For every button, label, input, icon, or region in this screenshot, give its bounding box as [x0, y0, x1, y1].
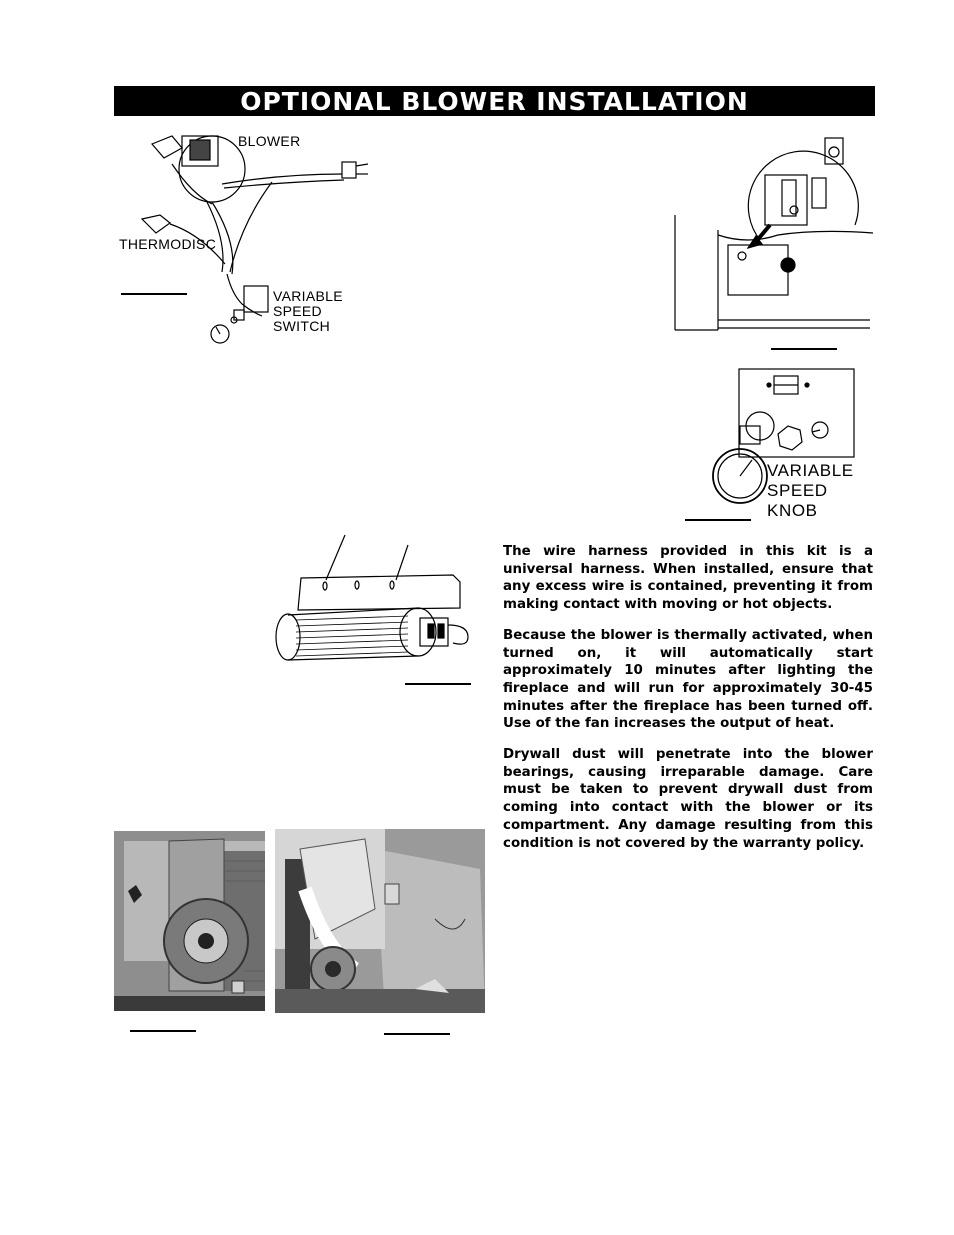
- blower-mount-photo-side: [275, 829, 485, 1013]
- paragraph-wire-harness: The wire harness provided in this kit is a universal harness. When installed, ensure that any excess wire is contained, preventing it from making contact with moving or hot objects.: [503, 544, 873, 613]
- variable-speed-knob-label-line-3: KNOB: [767, 501, 818, 520]
- blower-mount-photo-front-image: [114, 831, 265, 1011]
- figure-caption-rule-photo-front: [130, 1030, 196, 1032]
- figure-caption-rule-knob: [685, 519, 751, 521]
- blower-label: BLOWER: [238, 133, 301, 149]
- blower-mount-photo-front: [114, 831, 265, 1011]
- paragraph-thermal-activation: Because the blower is thermally activated, when turned on, it will automatically start approximately 10 minutes after lighting the fireplace and will run for approximately 30-45 minutes after the fireplace has been turned off. Use of the fan increases the output of heat.: [503, 627, 873, 732]
- page-title: OPTIONAL BLOWER INSTALLATION: [240, 86, 749, 116]
- thermodisc-label: THERMODISC: [119, 236, 217, 252]
- blower-unit-illustration: [268, 530, 473, 670]
- variable-speed-switch-label-line-2: SPEED: [273, 303, 322, 319]
- page-title-bar: [114, 86, 875, 116]
- paragraph-drywall-dust-warning: Drywall dust will penetrate into the blower bearings, causing irreparable damage. Care must be taken to prevent drywall dust from coming into contact with the blower or its compartment. Any damage resulting from this condition is not covered by the warranty policy.: [503, 747, 873, 851]
- blower-unit-diagram: [268, 530, 473, 670]
- control-panel-location-diagram: [670, 130, 875, 335]
- blower-mount-photo-side-image: [275, 829, 485, 1013]
- variable-speed-switch-label-line-3: SWITCH: [273, 318, 331, 334]
- figure-caption-rule-photo-side: [384, 1033, 450, 1035]
- variable-speed-knob-label-line-1: VARIABLE: [767, 461, 854, 480]
- control-panel-location-illustration: [670, 130, 875, 335]
- figure-caption-rule-blower-unit: [405, 683, 471, 685]
- figure-caption-rule-wiring: [121, 293, 187, 295]
- variable-speed-knob-label-line-2: SPEED: [767, 481, 828, 500]
- variable-speed-switch-label-line-1: VARIABLE: [273, 288, 343, 304]
- instructions-text: [503, 543, 873, 865]
- figure-caption-rule-location: [771, 348, 837, 350]
